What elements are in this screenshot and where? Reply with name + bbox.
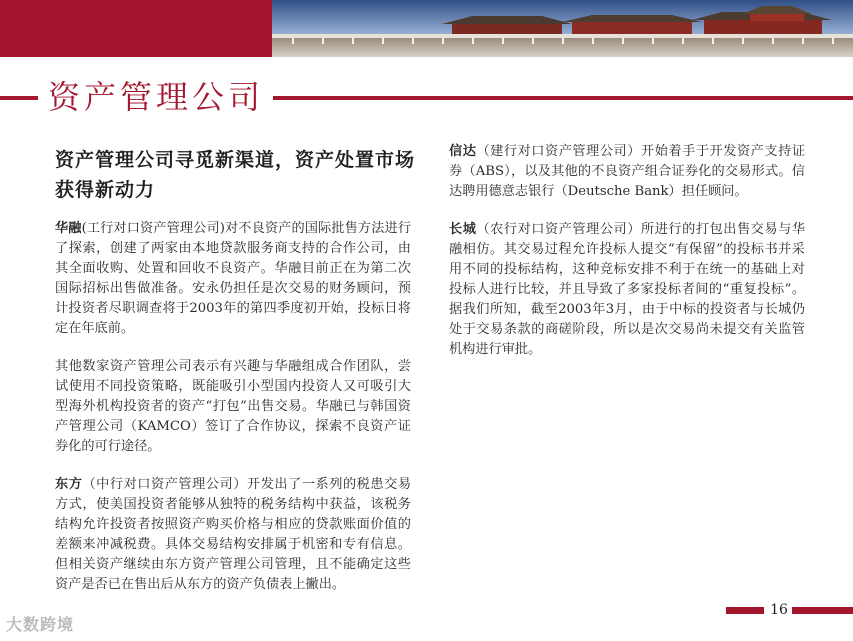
paragraph-text: （建行对口资产管理公司）开始着手于开发资产支持证券（ABS），以及其他的不良资产组合证券化的交易形式。信达聘用德意志银行（Deutsche Bank）担任顾问。 bbox=[449, 144, 806, 199]
paragraph-lead: 华融 bbox=[55, 221, 82, 236]
paragraph-text: (工行对口资产管理公司)对不良资产的国际批售方法进行了探索，创建了两家由本地贷款服务商支持的合作公司，由其全面收购、处置和回收不良资产。华融目前正在为第二次国际招标出售做准备。安永仍担任是次交易的财务顾问，预计投资者尽职调查将于2003年的第四季度初开始，投标日将定在年底前。 bbox=[55, 221, 412, 336]
paragraph-lead: 长城 bbox=[449, 222, 477, 237]
watermark-text: 大数跨境 bbox=[6, 615, 75, 634]
paragraph-huarong bbox=[55, 219, 411, 339]
paragraph-lead: 信达 bbox=[449, 144, 477, 159]
paragraph-changcheng bbox=[449, 220, 805, 360]
article-headline: 资产管理公司寻觅新渠道，资产处置市场获得新动力 bbox=[55, 149, 416, 201]
paragraph-lead: 东方 bbox=[55, 477, 83, 492]
paragraph-other-amcs bbox=[55, 357, 411, 457]
left-column bbox=[55, 219, 411, 613]
forbidden-city-photo bbox=[272, 0, 853, 57]
paragraph-xinda bbox=[449, 142, 805, 202]
paragraph-dongfang bbox=[55, 475, 411, 595]
page-number: 16 bbox=[770, 602, 788, 618]
paragraph-text: （中行对口资产管理公司）开发出了一系列的税患交易方式，使美国投资者能够从独特的税务结构中获益，该税务结构允许投资者按照资产购买价格与相应的贷款账面价值的差额来冲减税费。具体交易结构安排属于机密和专有信息。但相关资产继续由东方资产管理公司管理，且不能确定这些资产是否已在售出后从东方的资产负债表上撇出。 bbox=[55, 477, 412, 592]
footer-rule-left bbox=[726, 607, 764, 614]
watermark-logo bbox=[6, 612, 74, 635]
section-title: 资产管理公司 bbox=[48, 78, 265, 116]
title-rule-right bbox=[273, 96, 853, 100]
paragraph-text: 其他数家资产管理公司表示有兴趣与华融组成合作团队，尝试使用不同投资策略，既能吸引小型国内投资人又可吸引大型海外机构投资者的资产“打包”出售交易。华融已与韩国资产管理公司（KAMCO）签订了合作协议，探索不良资产证券化的可行途径。 bbox=[55, 359, 411, 454]
right-column bbox=[449, 142, 805, 378]
paragraph-text: （农行对口资产管理公司）所进行的打包出售交易与华融相仿。其交易过程允许投标人提交“有保留”的投标书并采用不同的投标结构，这种竞标安排不利于在统一的基础上对投标人进行比较，并且导致了多家投标者间的“重复投标”。据我们所知，截至2003年3月，由于中标的投资者与长城仍处于交易条款的商磋阶段，所以是次交易尚未提交有关监管机构进行审批。 bbox=[449, 222, 806, 357]
title-rule-left bbox=[0, 96, 38, 100]
header-color-block bbox=[0, 0, 272, 57]
footer-rule-right bbox=[792, 607, 853, 614]
